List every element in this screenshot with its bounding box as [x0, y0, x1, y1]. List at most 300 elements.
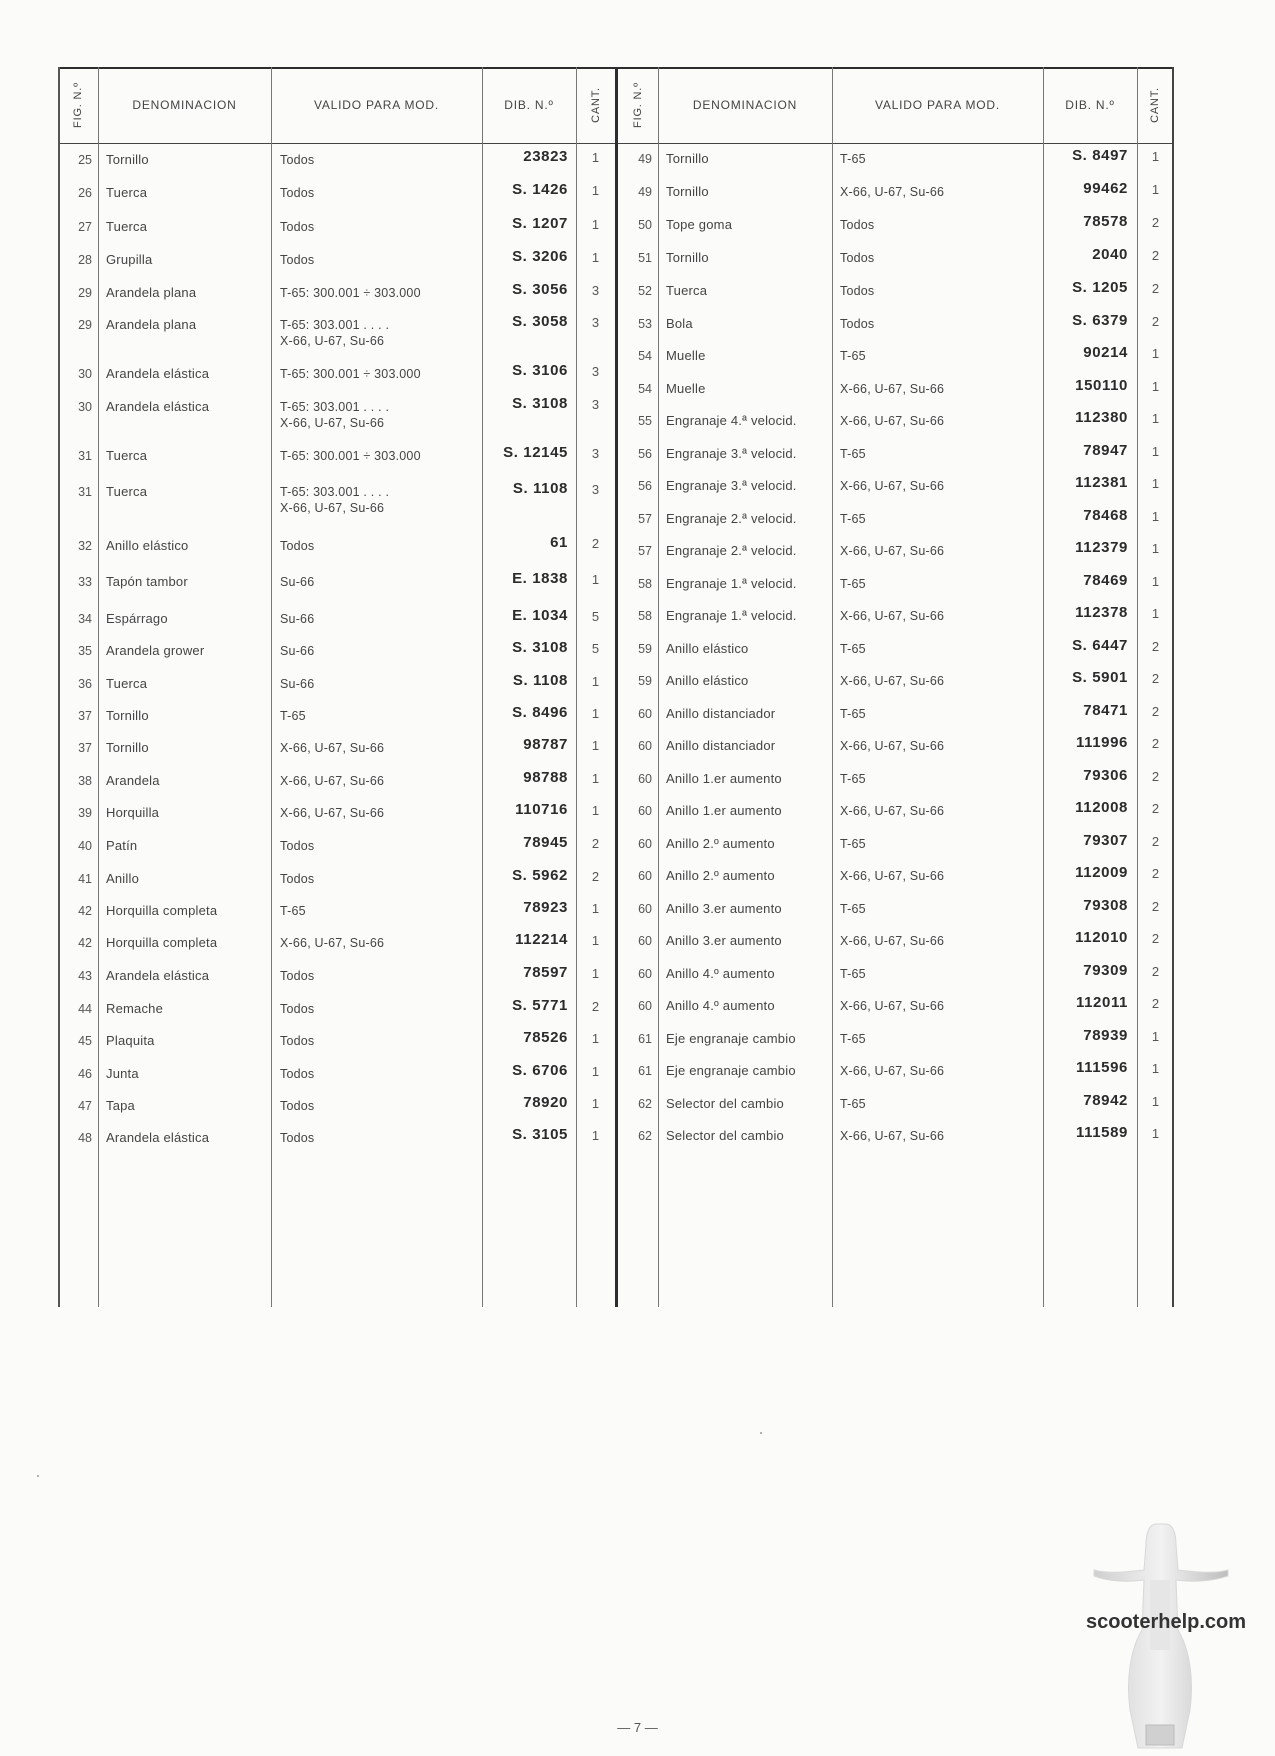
fig-number: 30	[78, 367, 92, 381]
table-row	[618, 704, 1175, 724]
denominacion: Engranaje 2.ª velocid.	[666, 543, 797, 558]
valido-para	[840, 1031, 866, 1047]
page-number: — 7 —	[617, 1720, 658, 1735]
dibujo-number: 111596	[1076, 1059, 1128, 1076]
valido-para	[280, 1098, 314, 1114]
header-denominacion: DENOMINACION	[132, 98, 237, 112]
valido-line: T-65	[840, 772, 866, 786]
fig-number: 40	[78, 839, 92, 853]
dibujo-number: S. 6447	[1072, 637, 1128, 654]
fig-number: 60	[638, 804, 652, 818]
valido-line: Todos	[280, 1067, 315, 1081]
valido-line: Todos	[280, 1002, 315, 1016]
table-row	[58, 395, 615, 430]
fig-number: 60	[638, 902, 652, 916]
valido-para	[840, 184, 944, 200]
dibujo-number: 79308	[1083, 897, 1128, 914]
valido-para	[280, 1130, 314, 1146]
denominacion: Anillo distanciador	[666, 738, 776, 753]
dibujo-number: 78920	[523, 1094, 568, 1111]
valido-para	[280, 968, 314, 984]
valido-para	[280, 1033, 314, 1049]
valido-para	[840, 836, 866, 852]
cantidad: 2	[1151, 671, 1160, 686]
denominacion: Anillo distanciador	[666, 706, 776, 721]
valido-line: X-66, U-67, Su-66	[280, 741, 385, 755]
fig-number: 26	[78, 186, 92, 200]
cantidad: 3	[591, 315, 600, 330]
table-row	[618, 769, 1175, 789]
valido-para	[280, 448, 421, 464]
cantidad: 1	[591, 183, 600, 198]
valido-line: Todos	[280, 153, 315, 167]
denominacion: Engranaje 1.ª velocid.	[666, 576, 797, 591]
denominacion: Tuerca	[106, 219, 148, 234]
table-row	[58, 283, 615, 303]
valido-line: X-66, U-67, Su-66	[840, 1129, 945, 1143]
valido-line: T-65: 300.001 ÷ 303.000	[280, 367, 421, 381]
valido-para	[280, 285, 421, 301]
fig-number: 28	[78, 253, 92, 267]
cantidad: 2	[1151, 866, 1160, 881]
cantidad: 1	[1151, 574, 1160, 589]
fig-number: 61	[638, 1064, 652, 1078]
cantidad: 2	[591, 999, 600, 1014]
valido-line: T-65	[280, 709, 306, 723]
valido-line: Todos	[840, 218, 875, 232]
denominacion: Tornillo	[666, 151, 709, 166]
dibujo-number: S. 1426	[512, 181, 568, 198]
table-row	[618, 964, 1175, 984]
fig-number: 27	[78, 220, 92, 234]
valido-para	[280, 871, 314, 887]
valido-para	[840, 1063, 944, 1079]
header-valido: VALIDO PARA MOD.	[874, 98, 1001, 112]
fig-number: 39	[78, 806, 92, 820]
cantidad: 2	[1151, 834, 1160, 849]
fig-number: 34	[78, 612, 92, 626]
fig-number: 58	[638, 609, 652, 623]
denominacion: Arandela elástica	[106, 968, 210, 983]
table-row	[618, 281, 1175, 301]
valido-line: Todos	[280, 969, 315, 983]
dibujo-number: 78578	[1083, 213, 1128, 230]
dibujo-number: E. 1838	[512, 570, 568, 587]
valido-line: X-66, U-67, Su-66	[280, 806, 385, 820]
table-row	[58, 706, 615, 726]
denominacion: Anillo 3.er aumento	[666, 901, 782, 916]
denominacion: Tuerca	[106, 676, 148, 691]
valido-line: Todos	[280, 253, 315, 267]
valido-para	[840, 1096, 866, 1112]
cantidad: 5	[591, 609, 600, 624]
dibujo-number: 112381	[1075, 474, 1128, 491]
dibujo-number: S. 1207	[512, 215, 568, 232]
denominacion: Engranaje 3.ª velocid.	[666, 446, 797, 461]
fig-number: 33	[78, 575, 92, 589]
cantidad: 2	[1151, 964, 1160, 979]
cantidad: 1	[591, 771, 600, 786]
fig-number: 43	[78, 969, 92, 983]
fig-number: 37	[78, 741, 92, 755]
table-row	[58, 150, 615, 170]
denominacion: Muelle	[666, 381, 706, 396]
table-row	[58, 364, 615, 384]
dibujo-number: 112011	[1076, 994, 1128, 1011]
dibujo-number: 111589	[1076, 1124, 1128, 1141]
valido-para	[280, 643, 314, 659]
denominacion: Eje engranaje cambio	[666, 1031, 796, 1046]
table-row	[58, 250, 615, 270]
valido-para	[840, 151, 866, 167]
valido-line: T-65: 303.001 . . . .	[280, 400, 390, 414]
table-row	[58, 771, 615, 791]
valido-line: Todos	[840, 251, 875, 265]
fig-number: 62	[638, 1129, 652, 1143]
denominacion: Bola	[666, 316, 693, 331]
table-row	[618, 1126, 1175, 1146]
valido-line: T-65	[280, 904, 306, 918]
valido-line: X-66, U-67, Su-66	[840, 934, 945, 948]
dibujo-number: S. 12145	[503, 444, 568, 461]
valido-line: T-65: 303.001 . . . .	[280, 318, 390, 332]
denominacion: Tornillo	[666, 184, 709, 199]
dibujo-number: S. 3108	[512, 395, 568, 412]
table-row	[618, 996, 1175, 1016]
table-row	[618, 248, 1175, 268]
cantidad: 2	[1151, 736, 1160, 751]
valido-line: T-65	[840, 967, 866, 981]
left-half	[58, 67, 616, 1307]
denominacion: Anillo 2.º aumento	[666, 868, 775, 883]
fig-number: 62	[638, 1097, 652, 1111]
denominacion: Anillo elástico	[106, 538, 189, 553]
dibujo-number: 78945	[523, 834, 568, 851]
dibujo-number: S. 8497	[1072, 147, 1128, 164]
valido-para	[280, 366, 421, 382]
fig-number: 35	[78, 644, 92, 658]
fig-number: 57	[638, 544, 652, 558]
table-row	[618, 801, 1175, 821]
dibujo-number: S. 1205	[1072, 279, 1128, 296]
denominacion: Anillo 2.º aumento	[666, 836, 775, 851]
denominacion: Tuerca	[106, 185, 148, 200]
table-row	[618, 444, 1175, 464]
valido-para	[840, 706, 866, 722]
valido-line: Todos	[280, 1034, 315, 1048]
valido-para	[280, 538, 314, 554]
fig-number: 44	[78, 1002, 92, 1016]
valido-line: Todos	[280, 872, 315, 886]
denominacion: Tornillo	[666, 250, 709, 265]
valido-line: X-66, U-67, Su-66	[840, 739, 945, 753]
dibujo-number: 61	[550, 534, 568, 551]
table-row	[58, 183, 615, 203]
cantidad: 2	[591, 869, 600, 884]
denominacion: Junta	[106, 1066, 139, 1081]
fig-number: 60	[638, 967, 652, 981]
valido-para	[280, 574, 314, 590]
cantidad: 1	[1151, 346, 1160, 361]
valido-para	[840, 283, 874, 299]
valido-para	[840, 543, 944, 559]
fig-number: 51	[638, 251, 652, 265]
valido-para	[840, 641, 866, 657]
fig-number: 58	[638, 577, 652, 591]
valido-para	[280, 935, 384, 951]
denominacion: Arandela grower	[106, 643, 205, 658]
dibujo-number: 78469	[1083, 572, 1128, 589]
valido-line: X-66, U-67, Su-66	[840, 804, 945, 818]
dibujo-number: S. 8496	[512, 704, 568, 721]
header-dib: DIB. N.º	[504, 98, 554, 112]
fig-number: 49	[638, 152, 652, 166]
fig-number: 45	[78, 1034, 92, 1048]
table-row	[58, 641, 615, 661]
valido-line: T-65	[840, 447, 866, 461]
valido-para	[280, 219, 314, 235]
fig-number: 57	[638, 512, 652, 526]
fig-number: 49	[638, 185, 652, 199]
dibujo-number: S. 1108	[512, 672, 568, 689]
valido-para	[840, 673, 944, 689]
fig-number: 38	[78, 774, 92, 788]
valido-line: T-65	[840, 1097, 866, 1111]
table-row	[58, 999, 615, 1019]
valido-line: T-65	[840, 902, 866, 916]
table-row	[58, 966, 615, 986]
cantidad: 1	[1151, 1126, 1160, 1141]
dibujo-number: S. 1108	[512, 480, 568, 497]
header-fig: FIG. N.º	[632, 82, 644, 128]
table-row	[618, 346, 1175, 366]
denominacion: Tope goma	[666, 217, 733, 232]
cantidad: 1	[591, 966, 600, 981]
valido-para	[840, 868, 944, 884]
cantidad: 1	[591, 572, 600, 587]
fig-number: 48	[78, 1131, 92, 1145]
denominacion: Anillo 1.er aumento	[666, 771, 782, 786]
valido-line: Todos	[280, 1131, 315, 1145]
fig-number: 47	[78, 1099, 92, 1113]
dibujo-number: S. 3056	[512, 281, 568, 298]
table-row	[618, 1061, 1175, 1081]
table-row	[58, 901, 615, 921]
cantidad: 1	[1151, 606, 1160, 621]
table-row	[58, 572, 615, 592]
dibujo-number: S. 5962	[512, 867, 568, 884]
table-row	[618, 639, 1175, 659]
valido-line: Su-66	[280, 575, 315, 589]
fig-number: 60	[638, 707, 652, 721]
header-denominacion: DENOMINACION	[692, 98, 798, 112]
valido-line: Todos	[280, 220, 315, 234]
valido-para	[280, 611, 314, 627]
valido-line: X-66, U-67, Su-66	[840, 1064, 945, 1078]
valido-para	[840, 381, 944, 397]
cantidad: 1	[1151, 1061, 1160, 1076]
table-row	[618, 411, 1175, 431]
denominacion: Tapa	[106, 1098, 135, 1113]
dibujo-number: 78468	[1083, 507, 1128, 524]
valido-para	[840, 933, 944, 949]
valido-line: X-66, U-67, Su-66	[840, 382, 945, 396]
fig-number: 36	[78, 677, 92, 691]
cantidad: 1	[591, 250, 600, 265]
table-row	[618, 182, 1175, 202]
valido-para	[840, 478, 944, 494]
valido-para	[280, 1066, 314, 1082]
dibujo-number: 79306	[1083, 767, 1128, 784]
cantidad: 3	[591, 364, 600, 379]
dibujo-number: S. 3106	[512, 362, 568, 379]
fig-number: 42	[78, 904, 92, 918]
dibujo-number: S. 3206	[512, 248, 568, 265]
valido-para	[840, 998, 944, 1014]
table-row	[618, 899, 1175, 919]
cantidad: 1	[1151, 411, 1160, 426]
watermark-text: scooterhelp.com	[1086, 1611, 1247, 1633]
dibujo-number: S. 6706	[512, 1062, 568, 1079]
table-row	[58, 1096, 615, 1116]
scooter-front-silhouette-icon	[1086, 1520, 1247, 1751]
valido-line: T-65	[840, 152, 866, 166]
cantidad: 2	[1151, 769, 1160, 784]
table-row	[618, 866, 1175, 886]
valido-line: X-66, U-67, Su-66	[840, 999, 945, 1013]
denominacion: Tornillo	[106, 152, 149, 167]
fig-number: 54	[638, 349, 652, 363]
fig-number: 31	[78, 485, 92, 499]
valido-line: T-65	[840, 1032, 866, 1046]
valido-para	[280, 484, 389, 516]
valido-para	[840, 316, 874, 332]
dibujo-number: 98787	[523, 736, 568, 753]
denominacion: Muelle	[666, 348, 706, 363]
cantidad: 3	[591, 446, 600, 461]
denominacion: Anillo 4.º aumento	[666, 966, 775, 981]
table-row	[58, 836, 615, 856]
cantidad: 2	[1151, 996, 1160, 1011]
valido-line: Su-66	[280, 612, 315, 626]
dibujo-number: 78471	[1083, 702, 1128, 719]
table-row	[618, 1094, 1175, 1114]
cantidad: 1	[591, 1096, 600, 1111]
denominacion: Tuerca	[106, 448, 148, 463]
valido-para	[280, 740, 384, 756]
dibujo-number: 150110	[1075, 377, 1128, 394]
dibujo-number: 90214	[1083, 344, 1128, 361]
table-row	[618, 671, 1175, 691]
dibujo-number: E. 1034	[512, 607, 568, 624]
table-row	[58, 869, 615, 889]
valido-line: T-65	[840, 349, 866, 363]
dibujo-number: 78947	[1083, 442, 1128, 459]
fig-number: 42	[78, 936, 92, 950]
valido-line: T-65: 300.001 ÷ 303.000	[280, 286, 421, 300]
cantidad: 2	[1151, 248, 1160, 263]
cantidad: 2	[1151, 281, 1160, 296]
valido-line: Todos	[840, 317, 875, 331]
valido-line: X-66, U-67, Su-66	[280, 501, 385, 515]
valido-para	[840, 608, 944, 624]
dibujo-number: 112379	[1075, 539, 1128, 556]
dibujo-number: 111996	[1076, 734, 1128, 751]
valido-para	[280, 252, 314, 268]
valido-line: X-66, U-67, Su-66	[840, 609, 945, 623]
valido-line: T-65	[840, 577, 866, 591]
valido-para	[840, 901, 866, 917]
denominacion: Tornillo	[106, 740, 149, 755]
table-row	[618, 314, 1175, 334]
cantidad: 5	[591, 641, 600, 656]
dibujo-number: 98788	[523, 769, 568, 786]
cantidad: 1	[591, 150, 600, 165]
denominacion: Anillo 1.er aumento	[666, 803, 782, 818]
valido-para	[840, 966, 866, 982]
header-valido: VALIDO PARA MOD.	[313, 98, 440, 112]
valido-line: X-66, U-67, Su-66	[840, 869, 945, 883]
cantidad: 1	[591, 738, 600, 753]
cantidad: 1	[1151, 541, 1160, 556]
table-row	[618, 736, 1175, 756]
header-fig: FIG. N.º	[72, 82, 84, 128]
valido-para	[840, 217, 874, 233]
fig-number: 31	[78, 449, 92, 463]
cantidad: 1	[591, 803, 600, 818]
valido-line: Todos	[280, 539, 315, 553]
header-dib: DIB. N.º	[1065, 98, 1115, 112]
cantidad: 1	[1151, 509, 1160, 524]
fig-number: 60	[638, 772, 652, 786]
dibujo-number: S. 3058	[512, 313, 568, 330]
cantidad: 2	[1151, 704, 1160, 719]
valido-line: Su-66	[280, 677, 315, 691]
cantidad: 1	[1151, 149, 1160, 164]
valido-para	[280, 838, 314, 854]
cantidad: 1	[591, 217, 600, 232]
valido-para	[840, 771, 866, 787]
dibujo-number: 78942	[1083, 1092, 1128, 1109]
denominacion: Remache	[106, 1001, 164, 1016]
denominacion: Horquilla completa	[106, 903, 218, 918]
table-row	[618, 541, 1175, 561]
valido-line: X-66, U-67, Su-66	[840, 414, 945, 428]
cantidad: 1	[1151, 1094, 1160, 1109]
dibujo-number: 78923	[523, 899, 568, 916]
dibujo-number: 112009	[1075, 864, 1128, 881]
fig-number: 54	[638, 382, 652, 396]
cantidad: 1	[591, 933, 600, 948]
fig-number: 32	[78, 539, 92, 553]
cantidad: 3	[591, 397, 600, 412]
denominacion: Arandela elástica	[106, 366, 210, 381]
cantidad: 1	[1151, 476, 1160, 491]
dibujo-number: S. 3105	[512, 1126, 568, 1143]
valido-line: X-66, U-67, Su-66	[840, 185, 945, 199]
paper-speck	[37, 1475, 39, 1477]
cantidad: 3	[591, 482, 600, 497]
table-row	[58, 674, 615, 694]
table-row	[58, 480, 615, 515]
table-row	[58, 217, 615, 237]
table-row	[618, 606, 1175, 626]
valido-line: X-66, U-67, Su-66	[840, 479, 945, 493]
dibujo-number: 78597	[523, 964, 568, 981]
valido-para	[280, 676, 314, 692]
cantidad: 1	[591, 901, 600, 916]
fig-number: 41	[78, 872, 92, 886]
